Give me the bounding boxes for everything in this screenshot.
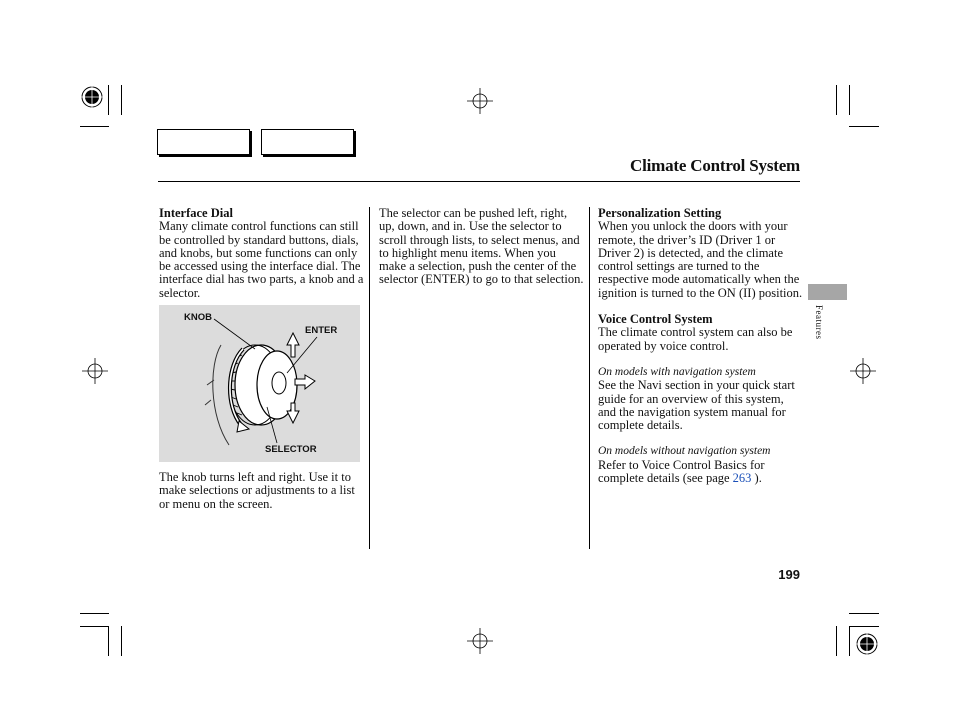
section-tab-label: Features (814, 305, 824, 340)
registration-mark-top-left (80, 85, 104, 109)
column-divider-1 (369, 207, 370, 549)
nav-button-next[interactable] (261, 129, 354, 155)
section-tab (808, 284, 847, 300)
column-left-continued (159, 471, 364, 511)
knob-text: The knob turns left and right. Use it to make selections or adjustments to a list or menu on the screen. (159, 470, 355, 511)
note-without-navigation: On models without navigation system (598, 445, 771, 458)
crosshair-right (850, 358, 876, 384)
section-heading-interface-dial: Interface Dial (159, 206, 233, 220)
column-right (598, 207, 803, 485)
crosshair-bottom (467, 628, 493, 654)
personalization-text: When you unlock the doors with your remote, the driver’s ID (Driver 1 or Driver 2) is detected, and the climate control settings are turned to the respective mode automatically when the ignition is turned to the ON (II) position. (598, 219, 803, 300)
interface-dial-figure (159, 305, 360, 462)
interface-dial-text: Many climate control functions can still be controlled by standard buttons, dials, and knobs, but some functions can only be accessed using the interface dial. The interface dial has two parts, a knob and a selector. (159, 219, 364, 300)
nav-button-previous[interactable] (157, 129, 250, 155)
registration-mark-bottom-right (855, 632, 879, 656)
note-with-navigation: On models with navigation system (598, 365, 756, 378)
crosshair-left (82, 358, 108, 384)
crosshair-top (467, 88, 493, 114)
selector-text: The selector can be pushed left, right, up, down, and in. Use the selector to scroll through lists, to select menus, and to highlight menu items. When you make a selection, push the center of the selector (ENTER) to go to that selection. (379, 206, 584, 287)
section-heading-personalization: Personalization Setting (598, 206, 722, 220)
figure-label-knob: KNOB (184, 312, 212, 323)
navigation-text: See the Navi section in your quick start guide for an overview of this system, and the navigation system manual for complete details. (598, 378, 795, 433)
voice-control-basics-suffix: ). (751, 471, 762, 486)
page-link-263[interactable]: 263 (732, 471, 752, 486)
page-number: 199 (778, 567, 800, 582)
figure-label-selector: SELECTOR (265, 444, 317, 455)
figure-label-enter: ENTER (305, 325, 338, 336)
column-middle (379, 207, 584, 287)
voice-control-basics-text (598, 459, 803, 486)
page-title: Climate Control System (630, 156, 800, 175)
column-left (159, 207, 364, 300)
voice-control-text: The climate control system can also be operated by voice control. (598, 325, 793, 353)
header-rule (158, 181, 800, 182)
column-divider-2 (589, 207, 590, 549)
voice-control-basics-prefix: Refer to Voice Control Basics for complete details (see page (598, 457, 765, 486)
section-heading-voice-control: Voice Control System (598, 312, 713, 327)
